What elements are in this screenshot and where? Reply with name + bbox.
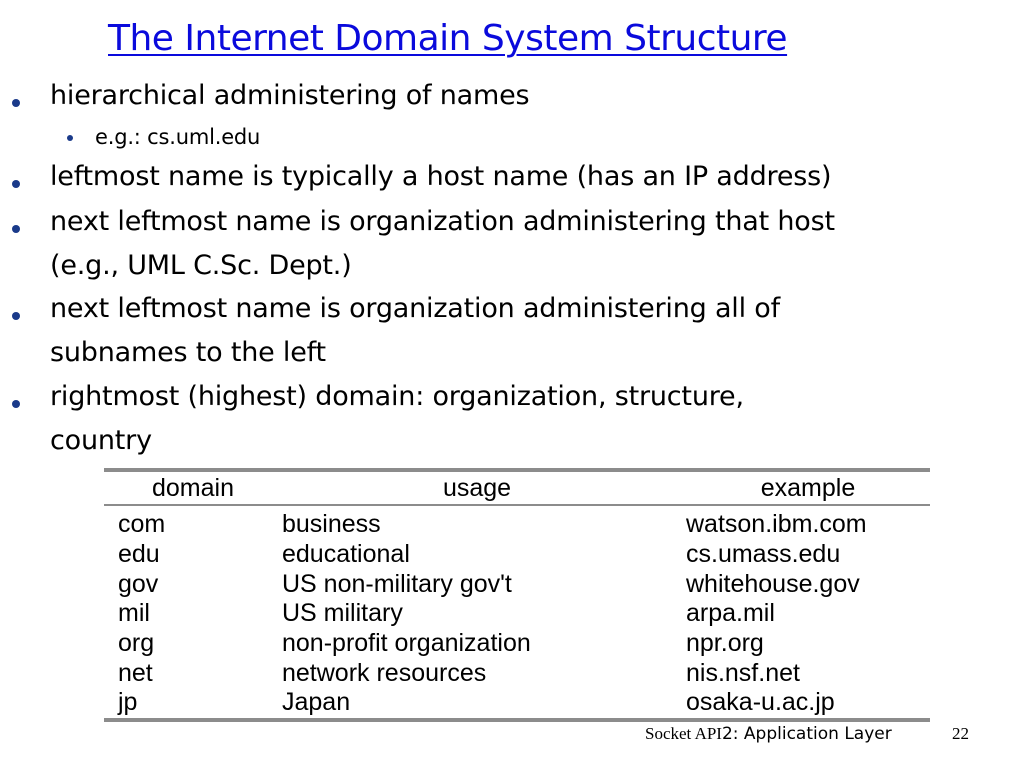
page-number: 22 xyxy=(952,724,969,743)
table-row xyxy=(104,540,930,570)
example-cell: npr.org xyxy=(686,629,764,658)
bullet-item-continuation: (e.g., UML C.Sc. Dept.) xyxy=(50,250,352,281)
bullet-item-continuation: country xyxy=(50,425,152,456)
bullet-icon xyxy=(12,225,20,233)
sub-bullet-item: e.g.: cs.uml.edu xyxy=(95,125,261,149)
slide-footer xyxy=(645,724,892,744)
usage-cell: Japan xyxy=(282,688,351,717)
example-cell: cs.umass.edu xyxy=(686,540,841,569)
example-cell: osaka-u.ac.jp xyxy=(686,688,835,717)
domain-cell: org xyxy=(118,629,155,658)
example-cell: arpa.mil xyxy=(686,599,775,628)
bullet-item: leftmost name is typically a host name (has an IP address) xyxy=(50,161,832,192)
example-cell: nis.nsf.net xyxy=(686,658,800,687)
usage-cell: business xyxy=(282,510,381,539)
usage-cell: US military xyxy=(282,599,403,628)
table-row xyxy=(104,629,930,659)
table-row xyxy=(104,599,930,629)
usage-cell: non-profit organization xyxy=(282,629,531,658)
column-header-example: example xyxy=(672,470,930,505)
domain-cell: com xyxy=(118,510,166,539)
bullet-icon xyxy=(12,312,20,320)
footer-prefix: Socket API xyxy=(645,724,722,743)
sub-bullet-icon xyxy=(67,135,73,141)
column-header-domain: domain xyxy=(104,470,268,505)
example-cell: whitehouse.gov xyxy=(686,569,860,598)
domain-cell: gov xyxy=(118,569,159,598)
domain-cell: edu xyxy=(118,540,160,569)
usage-cell: US non-military gov't xyxy=(282,569,512,598)
bullet-item: next leftmost name is organization administering all of xyxy=(50,293,780,324)
bullet-item: hierarchical administering of names xyxy=(50,80,530,111)
slide-title: The Internet Domain System Structure xyxy=(108,18,788,59)
bullet-item: rightmost (highest) domain: organization, structure, xyxy=(50,381,744,412)
table-row xyxy=(104,569,930,599)
column-header-usage: usage xyxy=(268,470,672,505)
domain-cell: jp xyxy=(118,688,138,717)
bullet-icon xyxy=(12,400,20,408)
domain-cell: net xyxy=(118,658,153,687)
domain-cell: mil xyxy=(118,599,150,628)
bullet-icon xyxy=(12,99,20,107)
footer-suffix: 2: Application Layer xyxy=(721,724,892,744)
bullet-icon xyxy=(12,180,20,188)
table-row xyxy=(104,505,930,540)
bullet-item-continuation: subnames to the left xyxy=(50,337,326,368)
usage-cell: educational xyxy=(282,540,410,569)
table-row xyxy=(104,688,930,720)
example-cell: watson.ibm.com xyxy=(686,510,867,539)
table-header-row xyxy=(104,470,930,505)
table-row xyxy=(104,658,930,688)
usage-cell: network resources xyxy=(282,658,487,687)
domain-table xyxy=(104,468,930,722)
bullet-item: next leftmost name is organization administering that host xyxy=(50,206,835,237)
